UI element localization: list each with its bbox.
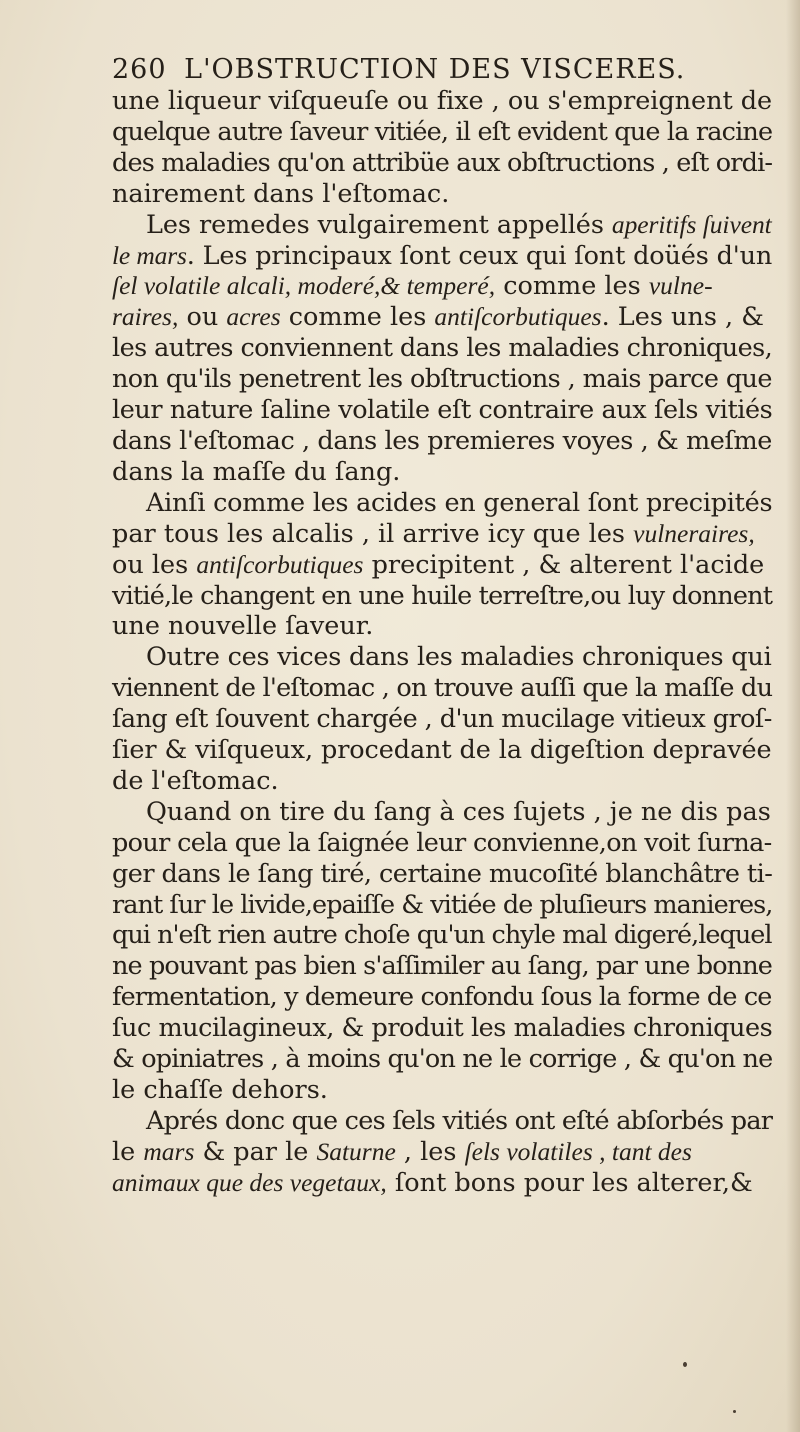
- text-run: quelque autre ſaveur vitiée, il eſt evident que la racine: [112, 116, 773, 147]
- text-run: Les remedes vulgairement appellés: [146, 209, 612, 240]
- text-line: [112, 920, 772, 951]
- text-run: pour cela que la ſaignée leur convienne,on voit ſurna-: [112, 827, 772, 858]
- text-line: [112, 519, 772, 550]
- text-line: [112, 302, 772, 333]
- text-line: [112, 550, 772, 581]
- text-line: [112, 488, 772, 519]
- text-line: [112, 1013, 772, 1044]
- text-line: [112, 1137, 772, 1168]
- text-run: Ainſi comme les acides en general ſont precipités: [146, 487, 773, 518]
- text-run: rant ſur le livide,epaiſſe & vitiée de pluſieurs manieres,: [112, 889, 773, 920]
- text-run: dans l'eſtomac , dans les premieres voyes , & meſme: [112, 425, 772, 456]
- text-run: comme les: [495, 271, 649, 302]
- page-edge-shadow: [786, 0, 800, 1432]
- text-run: vitié,le changent en une huile terreſtre,ou luy donnent: [112, 580, 773, 611]
- italic-text: Saturne: [316, 1136, 396, 1166]
- text-line: [112, 890, 772, 921]
- text-line: [112, 179, 772, 210]
- text-line: [112, 797, 772, 828]
- running-header: [112, 54, 712, 85]
- text-line: [112, 859, 772, 890]
- text-run: fermentation, y demeure confondu ſous la forme de ce: [112, 982, 772, 1013]
- text-line: [112, 364, 772, 395]
- text-line: [112, 611, 772, 642]
- text-run: ſier & viſqueux, procedant de la digeſtion depravée: [112, 735, 772, 766]
- text-line: [112, 395, 772, 426]
- text-run: comme les: [280, 302, 435, 333]
- italic-text: acres: [226, 302, 281, 332]
- text-line: [112, 766, 772, 797]
- text-run: les autres conviennent dans les maladies chroniques,: [112, 333, 773, 364]
- text-run: le: [112, 1136, 144, 1167]
- text-run: par tous les alcalis , il arrive icy que les: [112, 518, 634, 549]
- text-line: [112, 673, 772, 704]
- text-line: [112, 333, 772, 364]
- text-line: [112, 704, 772, 735]
- running-title: L'OBSTRUCTION DES VISCERES.: [184, 54, 686, 85]
- page-number: 260: [112, 54, 167, 85]
- text-line: [112, 642, 772, 673]
- text-line: [112, 1168, 772, 1199]
- italic-text: raires,: [112, 302, 179, 332]
- text-run: ſuc mucilagineux, & produit les maladies chroniques: [112, 1013, 773, 1044]
- text-run: dans la maſſe du ſang.: [112, 456, 401, 487]
- italic-text: antiſcorbutiques: [434, 302, 602, 332]
- text-line: [112, 457, 772, 488]
- text-run: ger dans le ſang tiré, certaine mucoſité blanchâtre ti-: [112, 858, 773, 889]
- text-run: Outre ces vices dans les maladies chroniques qui: [146, 642, 772, 673]
- text-run: leur nature ſaline volatile eſt contraire aux ſels vitiés: [112, 395, 773, 426]
- text-run: ou les: [112, 549, 197, 580]
- ink-speck: [733, 1410, 736, 1413]
- text-line: [112, 86, 772, 117]
- text-line: [112, 241, 772, 272]
- italic-text: aperitifs ſuivent: [611, 209, 772, 239]
- text-run: non qu'ils penetrent les obſtructions , mais parce que: [112, 364, 772, 395]
- text-run: Quand on tire du ſang à ces ſujets , je ne dis pas: [146, 796, 771, 827]
- italic-text: vulne-: [648, 271, 713, 301]
- text-run: une liqueur viſqueuſe ou fixe , ou s'empreignent de: [112, 86, 773, 116]
- text-line: [112, 148, 772, 179]
- text-run: . Les principaux ſont ceux qui ſont doüés d'un: [186, 240, 773, 271]
- text-run: de l'eſtomac.: [112, 765, 279, 796]
- text-run: une nouvelle ſaveur.: [112, 611, 374, 642]
- text-line: [112, 426, 772, 457]
- text-line: [112, 1044, 772, 1075]
- text-run: nairement dans l'eſtomac.: [112, 178, 450, 209]
- text-run: & opiniatres , à moins qu'on ne le corrige , & qu'on ne: [112, 1044, 773, 1075]
- text-run: des maladies qu'on attribüe aux obſtructions , eſt ordi-: [112, 147, 773, 178]
- text-line: [112, 982, 772, 1013]
- italic-text: le mars: [112, 240, 187, 270]
- text-line: [112, 735, 772, 766]
- text-run: ou: [178, 302, 227, 333]
- text-line: [112, 1075, 772, 1106]
- text-line: [112, 951, 772, 982]
- text-line: [112, 1106, 772, 1137]
- text-run: ne pouvant pas bien s'aſſimiler au ſang, par une bonne: [112, 951, 772, 982]
- text-run: viennent de l'eſtomac , on trouve auſſi que la maſſe du: [112, 673, 773, 704]
- text-line: [112, 210, 772, 241]
- text-run: & par le: [194, 1136, 317, 1167]
- text-run: precipitent , & alterent l'acide: [363, 549, 765, 580]
- italic-text: mars: [143, 1136, 195, 1166]
- text-run: le chaſſe dehors.: [112, 1075, 328, 1105]
- text-run: . Les uns , &: [601, 302, 764, 333]
- italic-text: ſel volatile alcali, moderé,& temperé,: [112, 271, 496, 301]
- italic-text: antiſcorbutiques: [196, 549, 364, 579]
- italic-text: ſels volatiles , tant des: [464, 1136, 692, 1166]
- text-run: qui n'eſt rien autre choſe qu'un chyle mal digeré,lequel: [112, 920, 772, 951]
- text-run: ſont bons pour les alterer,&: [386, 1167, 753, 1198]
- text-run: Aprés donc que ces ſels vitiés ont eſté abſorbés par: [146, 1105, 773, 1136]
- italic-text: animaux que des vegetaux,: [112, 1167, 387, 1197]
- text-line: [112, 117, 772, 148]
- italic-text: vulneraires,: [633, 518, 755, 548]
- text-line: [112, 828, 772, 859]
- body-text: [112, 86, 772, 1199]
- text-run: ſang eſt ſouvent chargée , d'un mucilage vitieux groſ-: [112, 704, 772, 735]
- text-line: [112, 581, 772, 612]
- ink-speck: [683, 1362, 687, 1367]
- text-line: [112, 271, 772, 302]
- text-run: , les: [395, 1136, 465, 1167]
